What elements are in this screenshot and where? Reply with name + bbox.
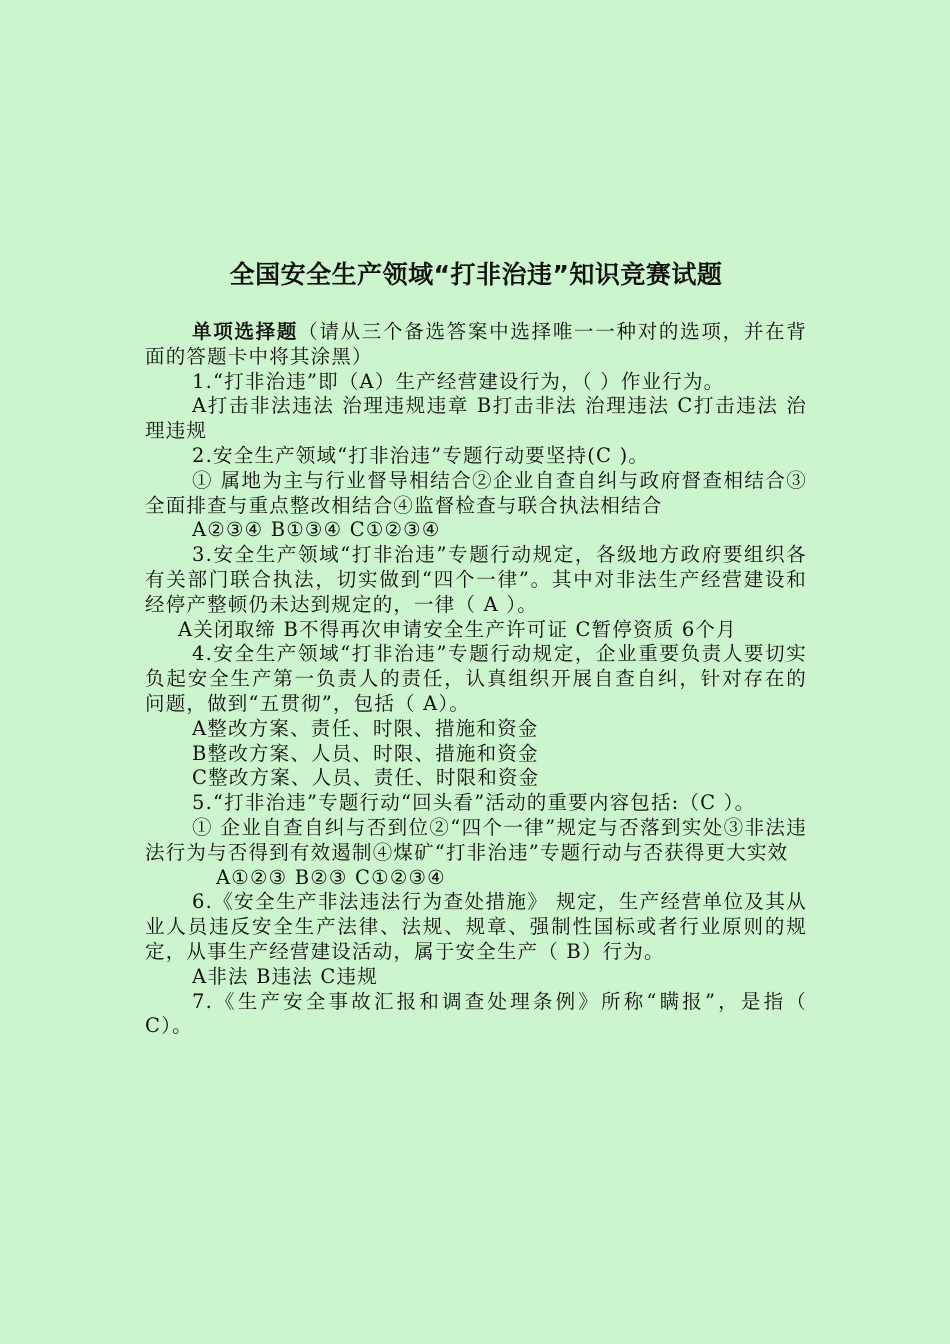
- question-6-options: A非法 B违法 C违规: [192, 964, 378, 988]
- question-2-statements: ① 属地为主与行业督导相结合②企业自查自纠与政府督查相结合③全面排查与重点整改相结合④监督检查与联合执法相结合: [145, 468, 807, 517]
- question-1-options: A打击非法违法 治理违规违章 B打击非法 治理违法 C打击违法 治理违规: [145, 394, 807, 443]
- question-3: 3.安全生产领域“打非治违”专题行动规定，各级地方政府要组织各有关部门联合执法，切实做到“四个一律”。其中对非法生产经营建设和经停产整顿仍未达到规定的，一律（ A ）。: [145, 543, 807, 616]
- question-7: 7.《生产安全事故汇报和调查处理条例》所称“瞒报”，是指（ C）。: [145, 989, 807, 1038]
- question-2-options: A②③④ B①③④ C①②③④: [192, 518, 441, 542]
- question-5-options: A①②③ B②③ C①②③④: [216, 865, 446, 889]
- question-6: 6.《安全生产非法违法行为查处措施》 规定，生产经营单位及其从业人员违反安全生产法律、法规、规章、强制性国标或者行业原则的规定，从事生产经营建设活动，属于安全生产（ B）行为。: [145, 890, 807, 963]
- document-title: 全国安全生产领域“打非治违”知识竞赛试题: [229, 260, 723, 289]
- question-4-option-c: C整改方案、人员、责任、时限和资金: [192, 766, 540, 790]
- question-1: 1.“打非治违”即（A）生产经营建设行为，（ ）作业行为。: [192, 369, 725, 393]
- question-2: 2.安全生产领域“打非治违”专题行动要坚持(C )。: [192, 443, 650, 467]
- question-3-options: A关闭取缔 B不得再次申请安全生产许可证 C暂停资质 6个月: [178, 617, 737, 641]
- section-heading: 单项选择题: [192, 320, 299, 343]
- question-list: [145, 320, 807, 1039]
- question-5: 5.“打非治违”专题行动“回头看”活动的重要内容包括:（C ）。: [192, 791, 756, 815]
- section-note: （请从三个备选答案中选择唯一一种对的选项，并在背面的答题卡中将其涂黑）: [145, 320, 807, 368]
- question-5-statements: ① 企业自查自纠与否到位②“四个一律”规定与否落到实处③非法违法行为与否得到有效遏制④煤矿“打非治违”专题行动与否获得更大实效: [145, 815, 807, 864]
- question-4-option-a: A整改方案、责任、时限、措施和资金: [192, 716, 539, 740]
- question-4-option-b: B整改方案、人员、时限、措施和资金: [192, 741, 539, 765]
- section-instruction: [145, 320, 807, 370]
- question-4: 4.安全生产领域“打非治违”专题行动规定，企业重要负责人要切实负起安全生产第一负责人的责任，认真组织开展自查自纠，针对存在的问题，做到“五贯彻”，包括（ A）。: [145, 642, 807, 715]
